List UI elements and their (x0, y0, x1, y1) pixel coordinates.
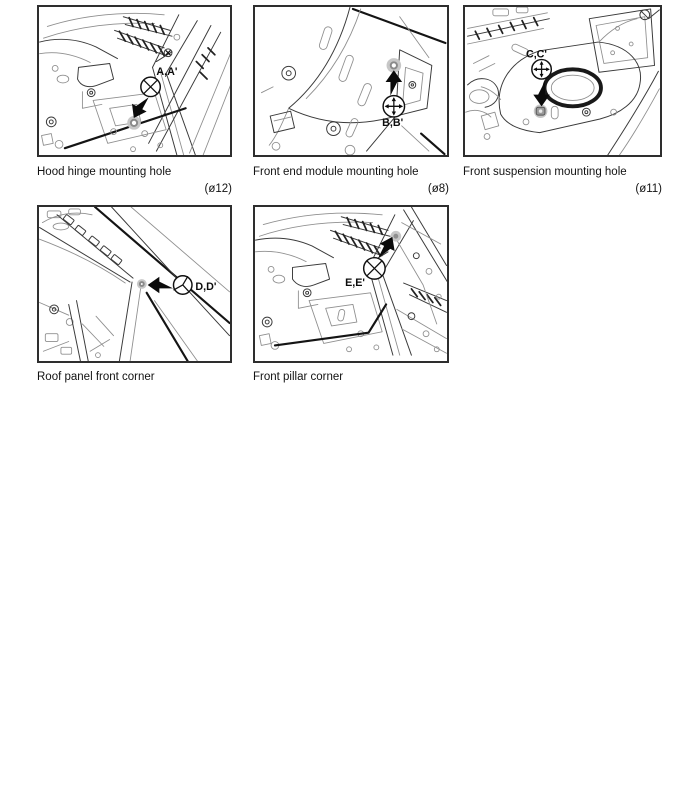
marker-label: E,E' (345, 276, 365, 289)
figure-caption-block-front-end-module (253, 165, 449, 196)
marker-label: D,D' (195, 280, 217, 293)
body-sketch (466, 7, 660, 155)
body-sketch (261, 7, 445, 155)
figure-caption-block-front-suspension (463, 165, 662, 196)
figure-caption-block-roof-panel (37, 370, 232, 384)
line-drawing-front-end-module (255, 7, 447, 155)
callout-front-pillar (345, 231, 401, 289)
figure-caption: Front end module mounting hole (253, 166, 419, 178)
figure-caption-block-front-pillar (253, 370, 449, 384)
marker-label: A,A' (156, 66, 178, 79)
callout-front-suspension (526, 49, 551, 118)
figure-caption: Front pillar corner (253, 371, 344, 383)
diagram-panel-hood-hinge (37, 5, 232, 157)
figure-diameter: (ø11) (635, 183, 662, 195)
direction-arrow-icon (148, 277, 173, 294)
figure-caption: Hood hinge mounting hole (37, 166, 172, 178)
line-drawing-roof-panel (39, 207, 230, 361)
line-drawing-front-suspension (465, 7, 660, 155)
diagram-panel-front-end-module (253, 5, 449, 157)
diagram-panel-roof-panel (37, 205, 232, 363)
callout-roof-panel (137, 276, 216, 295)
figure-caption: Roof panel front corner (37, 371, 155, 383)
diagram-panel-front-pillar (253, 205, 449, 363)
figure-caption: Front suspension mounting hole (463, 166, 627, 178)
marker-label: C,C' (525, 48, 547, 61)
figure-caption-block-hood-hinge (37, 165, 232, 196)
callout-front-end-module (382, 58, 404, 129)
marker-label: B,B' (382, 116, 404, 129)
figure-diameter: (ø12) (204, 183, 232, 195)
direction-arrow-icon (386, 70, 403, 95)
figure-diameter: (ø8) (427, 183, 449, 195)
line-drawing-hood-hinge (39, 7, 230, 155)
line-drawing-front-pillar (255, 207, 447, 361)
body-sketch (40, 13, 230, 155)
diagram-panel-front-suspension (463, 5, 662, 157)
